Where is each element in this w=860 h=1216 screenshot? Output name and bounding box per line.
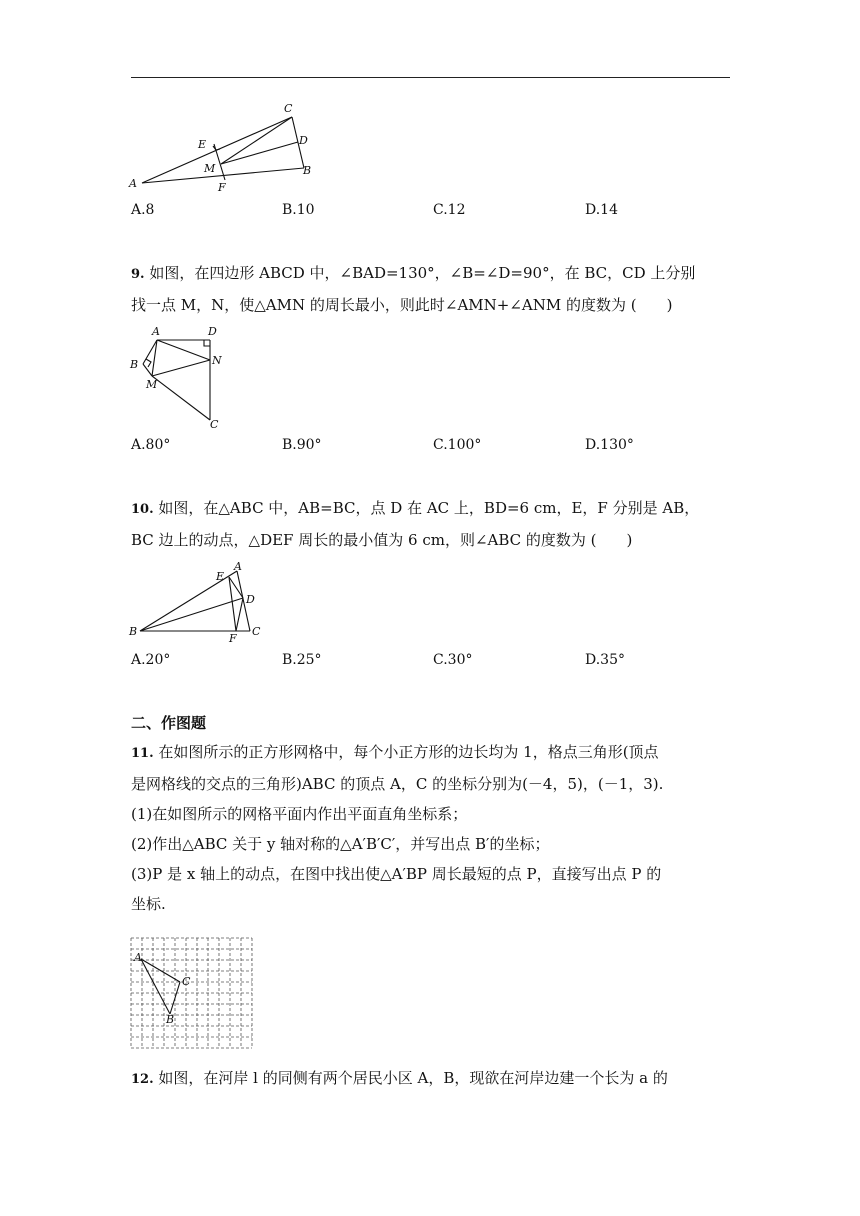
q8-option-a: A.8 — [131, 202, 155, 218]
q10-label-d: D — [246, 593, 255, 606]
q9-option-a: A.80° — [131, 437, 171, 453]
q12-text-line1: 如图，在河岸 l 的同侧有两个居民小区 A，B，现欲在河岸边建一个长为 a 的 — [153, 1069, 668, 1087]
q12-text — [131, 1063, 731, 1095]
q10-figure — [128, 560, 268, 645]
q10-option-c: C.30° — [433, 652, 473, 668]
q8-option-d: D.14 — [585, 202, 618, 218]
q8-label-b: B — [303, 164, 312, 177]
q10-option-b: B.25° — [282, 652, 322, 668]
q9-label-m: M — [146, 378, 158, 391]
q8-label-m: M — [204, 162, 216, 175]
q8-label-e: E — [198, 138, 207, 151]
q10-label-e: E — [216, 570, 225, 583]
q9-options — [131, 437, 691, 457]
q9-label-c: C — [210, 418, 219, 429]
q10-option-a: A.20° — [131, 652, 171, 668]
q11-grid-figure — [130, 937, 254, 1049]
q11-text — [131, 737, 731, 919]
q12-number: 12. — [131, 1072, 154, 1087]
q8-option-c: C.12 — [433, 202, 466, 218]
q11-part3-line1: (3)P 是 x 轴上的动点，在图中找出使△A′BP 周长最短的点 P，直接写出点 P 的 — [131, 865, 662, 883]
q9-option-c: C.100° — [433, 437, 482, 453]
q10-label-a: A — [234, 560, 242, 573]
q9-label-a: A — [152, 325, 160, 338]
q11-part3-line2: 坐标. — [131, 895, 166, 913]
q9-option-b: B.90° — [282, 437, 322, 453]
q11-text-line2: 是网格线的交点的三角形)ABC 的顶点 A，C 的坐标分别为(－4，5)，(－1，3). — [131, 775, 664, 793]
q9-label-n: N — [212, 354, 222, 367]
q9-option-d: D.130° — [585, 437, 634, 453]
q10-number: 10. — [131, 502, 154, 517]
q11-label-b: B — [166, 1013, 175, 1026]
q10-options — [131, 652, 691, 672]
header-rule — [131, 77, 730, 78]
section-title: 二、作图题 — [131, 714, 207, 732]
q9-text-line1: 如图，在四边形 ABCD 中，∠BAD=130°，∠B=∠D=90°，在 BC，CD 上分别 — [144, 264, 696, 282]
q11-text-line1: 在如图所示的正方形网格中，每个小正方形的边长均为 1，格点三角形(顶点 — [153, 743, 659, 761]
q8-option-b: B.10 — [282, 202, 315, 218]
q11-number: 11. — [131, 746, 154, 761]
q9-label-d: D — [208, 325, 217, 338]
q9-label-b: B — [130, 358, 139, 371]
q10-label-f: F — [229, 632, 237, 645]
q9-figure — [128, 324, 228, 429]
q9-number: 9. — [131, 267, 145, 282]
q11-part2: (2)作出△ABC 关于 y 轴对称的△A′B′C′，并写出点 B′的坐标； — [131, 835, 550, 853]
q8-label-c: C — [284, 102, 293, 115]
q9-text — [131, 258, 731, 320]
q8-figure — [128, 100, 328, 195]
q11-part1: (1)在如图所示的网格平面内作出平面直角坐标系； — [131, 805, 468, 823]
q8-label-a: A — [129, 177, 137, 190]
q10-option-d: D.35° — [585, 652, 625, 668]
q11-label-a: A — [134, 951, 142, 964]
q11-grid — [131, 938, 252, 1048]
q8-options — [131, 202, 691, 222]
q10-label-b: B — [129, 625, 138, 638]
q10-text-line1: 如图，在△ABC 中，AB=BC，点 D 在 AC 上，BD=6 cm，E，F 分别是 AB， — [153, 499, 700, 517]
q8-label-f: F — [218, 181, 226, 194]
q8-label-d: D — [299, 134, 308, 147]
q9-text-line2: 找一点 M，N，使△AMN 的周长最小，则此时∠AMN+∠ANM 的度数为 ( ) — [131, 296, 673, 314]
q10-text-line2: BC 边上的动点，△DEF 周长的最小值为 6 cm，则∠ABC 的度数为 ( ) — [131, 531, 633, 549]
q10-label-c: C — [252, 625, 261, 638]
q11-label-c: C — [182, 975, 191, 988]
q10-text — [131, 493, 731, 555]
